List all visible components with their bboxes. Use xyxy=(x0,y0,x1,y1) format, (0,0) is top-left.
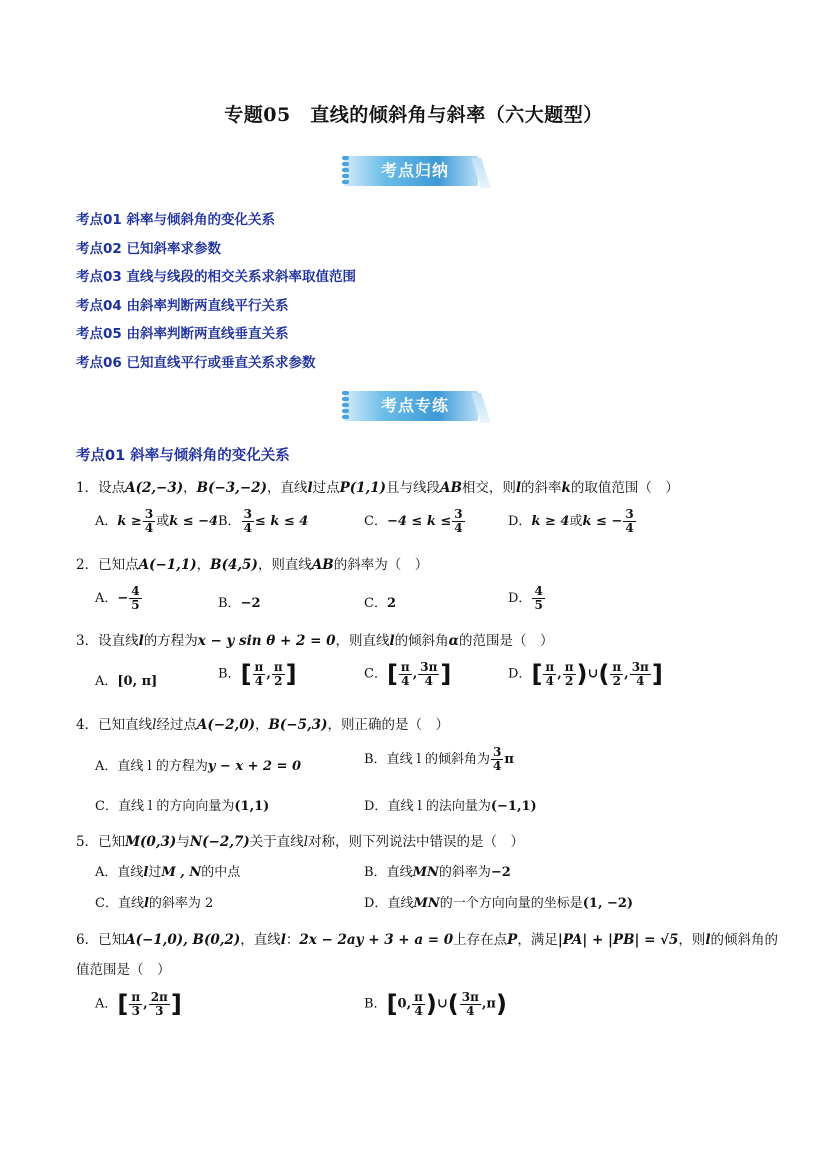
toc-item-1[interactable]: 考点01 斜率与倾斜角的变化关系 xyxy=(76,212,275,228)
q5-option-b[interactable]: B．直线MN的斜率为−2 xyxy=(364,865,511,880)
toc-item-5[interactable]: 考点05 由斜率判断两直线垂直关系 xyxy=(76,326,289,342)
q1-option-b[interactable]: B． $\frac{3}{4}$ ≤ k ≤ 4 xyxy=(218,507,309,535)
question-3: 3．设直线l的方程为x − y sin θ + 2 = 0，则直线l的倾斜角α的范围是（ ） xyxy=(76,633,554,649)
q5-option-d[interactable]: D．直线MN的一个方向向量的坐标是(1, −2) xyxy=(364,896,634,911)
q2-option-b[interactable]: B．−2 xyxy=(218,596,261,611)
banner-summary xyxy=(340,150,488,188)
question-4: 4．已知直线l经过点A(−2,0)，B(−5,3)，则正确的是（ ） xyxy=(76,717,449,733)
q3-option-a[interactable]: A．[0, π] xyxy=(95,674,158,689)
section-heading: 考点01 斜率与倾斜角的变化关系 xyxy=(76,448,290,464)
toc-item-6[interactable]: 考点06 已知直线平行或垂直关系求参数 xyxy=(76,355,316,371)
q1-option-d[interactable]: D．k ≥ 4或k ≤ − $\frac{3}{4}$ xyxy=(508,507,634,535)
question-1: 1．设点A(2,−3)，B(−3,−2)，直线l过点P(1,1)且与线段AB相交，则l的斜率k的取值范围（ ） xyxy=(76,480,679,496)
q4-option-b[interactable]: B．直线 l 的倾斜角为 $\frac{3}{4}$ π xyxy=(364,745,514,773)
banner-practice-label: 考点专练 xyxy=(380,396,449,415)
q4-option-a[interactable]: A．直线 l 的方程为y − x + 2 = 0 xyxy=(95,759,302,774)
banner-practice xyxy=(340,385,488,423)
question-6-cont: 值范围是（ ） xyxy=(76,962,171,978)
q3-option-b[interactable]: B．[ $\frac{\pi}{4}$ , $\frac{\pi}{2}$ ] xyxy=(218,659,297,688)
q6-option-b[interactable]: B．[0, $\frac{\pi}{4}$ )∪( $\frac{3\pi}{4}$ ,π) xyxy=(364,989,507,1018)
q3-option-c[interactable]: C．[ $\frac{\pi}{4}$ , $\frac{3\pi}{4}$ ] xyxy=(364,659,452,688)
q1-option-a[interactable]: A．k ≥ $\frac{3}{4}$ 或k ≤ −4 xyxy=(95,507,219,535)
toc-item-2[interactable]: 考点02 已知斜率求参数 xyxy=(76,241,221,257)
page-title: 专题05 直线的倾斜角与斜率（六大题型） xyxy=(224,104,603,126)
q4-option-d[interactable]: D．直线 l 的法向量为(−1,1) xyxy=(364,799,537,814)
question-5: 5．已知M(0,3)与N(−2,7)关于直线l对称，则下列说法中错误的是（ ） xyxy=(76,834,525,850)
q2-option-a[interactable]: A．− $\frac{4}{5}$ xyxy=(95,584,140,612)
q2-option-c[interactable]: C．2 xyxy=(364,596,396,611)
question-2: 2．已知点A(−1,1)，B(4,5)，则直线AB的斜率为（ ） xyxy=(76,557,429,573)
q4-option-c[interactable]: C．直线 l 的方向向量为(1,1) xyxy=(95,799,270,814)
toc-item-4[interactable]: 考点04 由斜率判断两直线平行关系 xyxy=(76,298,289,314)
q3-option-d[interactable]: D．[ $\frac{\pi}{4}$ , $\frac{\pi}{2}$ )∪( $\frac{\pi}{2}$ , $\frac{3\pi}{4}$ ] xyxy=(508,659,663,688)
toc-item-3[interactable]: 考点03 直线与线段的相交关系求斜率取值范围 xyxy=(76,269,356,285)
banner-summary-label: 考点归纳 xyxy=(380,161,449,180)
q5-option-c[interactable]: C．直线l的斜率为 2 xyxy=(95,896,214,911)
q1-option-c[interactable]: C．−4 ≤ k ≤ $\frac{3}{4}$ xyxy=(364,507,463,535)
q5-option-a[interactable]: A．直线l过M , N的中点 xyxy=(95,865,241,880)
q2-option-d[interactable]: D． $\frac{4}{5}$ xyxy=(508,584,543,612)
question-6: 6．已知A(−1,0), B(0,2)，直线l：2x − 2ay + 3 + a = 0上存在点P，满足|PA| + |PB| = √5，则l的倾斜角的 xyxy=(76,932,779,948)
q6-option-a[interactable]: A．[ $\frac{\pi}{3}$ , $\frac{2\pi}{3}$ ] xyxy=(95,989,182,1018)
